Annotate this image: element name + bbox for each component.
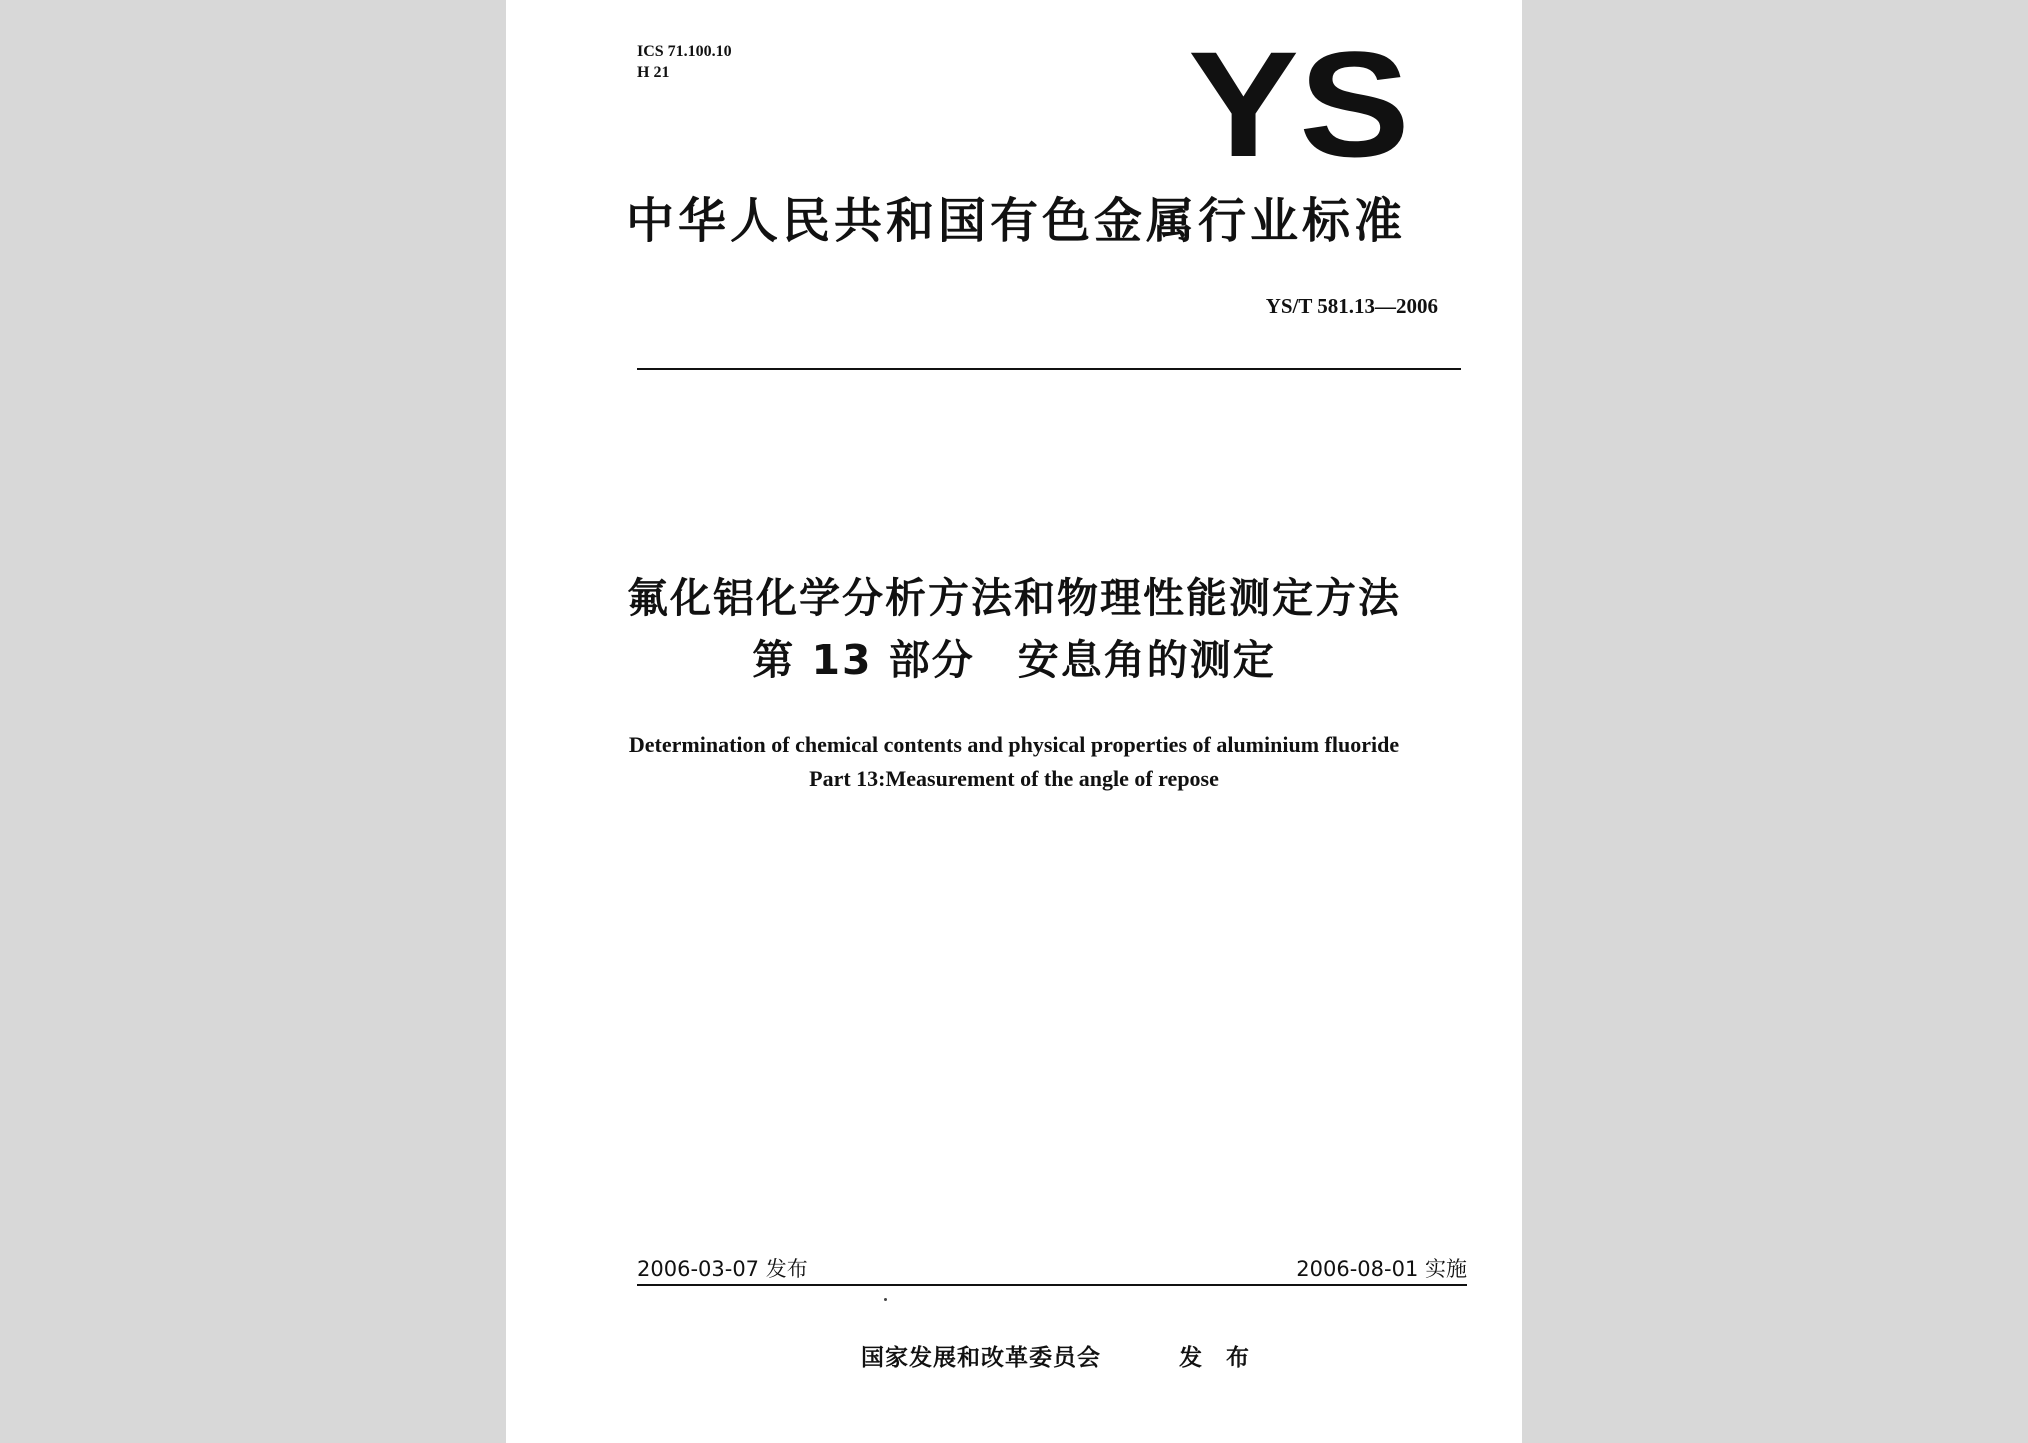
standard-number: YS/T 581.13—2006 [1265,294,1438,318]
ics-code: ICS 71.100.10 [637,43,732,60]
title-en-line2: Part 13:Measurement of the angle of repose [809,766,1219,791]
issue-date: 2006-03-07 发布 [637,1257,808,1281]
title-cn-line1: 氟化铝化学分析方法和物理性能测定方法 [627,574,1401,622]
ys-logo-text: YS [1188,38,1410,168]
ys-logo [1184,38,1414,168]
bottom-divider [637,1284,1467,1286]
publisher-name: 国家发展和改革委员会 [861,1345,1101,1371]
ccs-code: H 21 [637,64,670,81]
document-page [506,0,1522,1443]
title-en-line1: Determination of chemical contents and physical properties of aluminium fluoride [628,732,1400,757]
top-divider [637,368,1461,370]
scan-dot [884,1298,887,1301]
org-title: 中华人民共和国有色金属行业标准 [625,193,1406,249]
title-cn-line2: 第 13 部分 安息角的测定 [752,636,1276,684]
publish-label: 发 布 [1179,1345,1258,1371]
implementation-date: 2006-08-01 实施 [1296,1257,1467,1281]
classification-codes [637,41,732,83]
